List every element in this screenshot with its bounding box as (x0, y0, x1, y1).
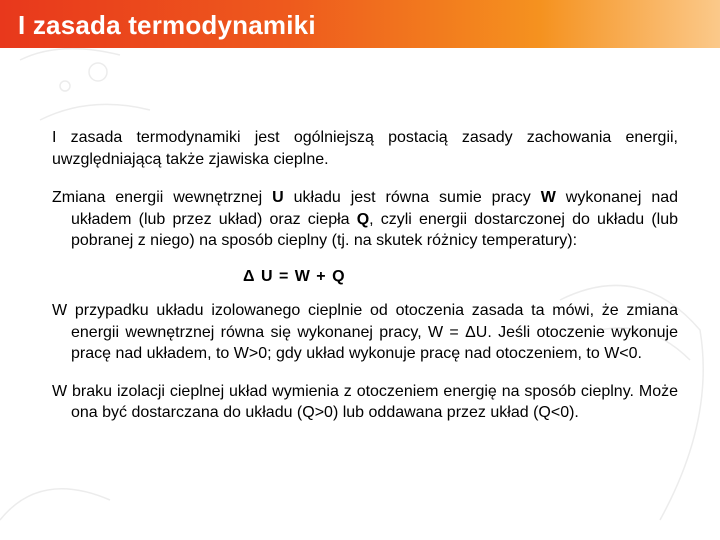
slide-content (52, 127, 678, 424)
definition-text-2: układu jest równa sumie pracy (283, 189, 541, 206)
symbol-w: W (540, 189, 556, 206)
paragraph-isolated-system: W przypadku układu izolowanego cieplnie od otoczenia zasada ta mówi, że zmiana energii wewnętrznej równa się wykonanej pracy, W = ΔU. Jeśli otoczenie wykonuje pracę nad układem, to W>0; gdy układ wykonuje pracę nad otoczeniem, to W<0. (52, 302, 678, 362)
slide-title: I zasada termodynamiki (18, 10, 316, 40)
equation: Δ U = W + Q (243, 267, 346, 285)
paragraph-definition (52, 187, 678, 252)
paragraph-heat-exchange: W braku izolacji cieplnej układ wymienia z otoczeniem energię na sposób cieplny. Może ona być dostarczana do układu (Q>0) lub oddawana przez układ (Q<0). (52, 382, 678, 421)
symbol-u: U (272, 189, 284, 206)
definition-text-4: , czyli energii dostarczonej do układu (lub pobranej z niego) na sposób cieplny (tj. na skutek różnicy temperatury): (71, 210, 678, 249)
symbol-q: Q (356, 210, 370, 228)
paragraph-intro: I zasada termodynamiki jest ogólniejszą postacią zasady zachowania energii, uwzględniającą także zjawiska cieplne. (52, 129, 678, 168)
title-bar (0, 0, 720, 48)
definition-text-1: Zmiana energii wewnętrznej (52, 189, 273, 206)
definition-text-3: wykonanej nad układem (lub przez układ) oraz ciepła (71, 189, 679, 228)
